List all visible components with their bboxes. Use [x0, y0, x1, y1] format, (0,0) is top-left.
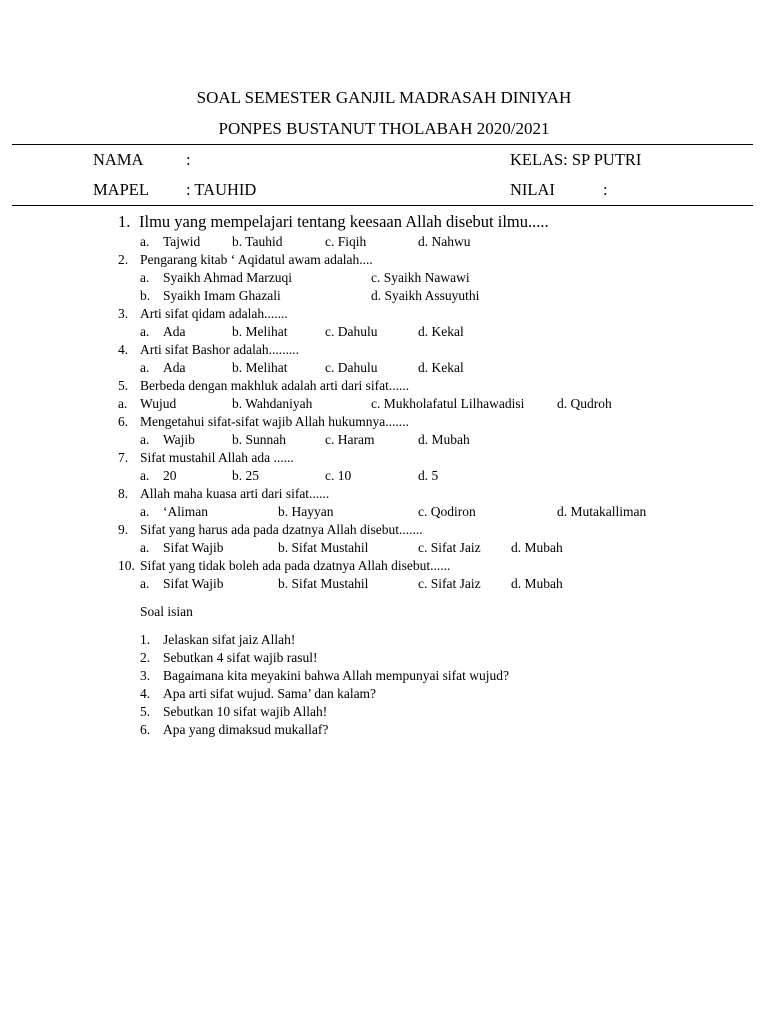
question-text: Sifat yang harus ada pada dzatnya Allah disebut....... [140, 522, 423, 537]
option-a: Ada [163, 360, 186, 375]
option-c: c. Mukholafatul Lilhawadisi [371, 396, 525, 411]
option-c: c. 10 [325, 468, 352, 483]
option-letter: a. [140, 576, 150, 591]
option-a: Wajib [163, 432, 195, 447]
question-number: 3. [118, 306, 129, 321]
question-text: Arti sifat qidam adalah....... [140, 306, 288, 321]
option-letter: a. [118, 396, 128, 411]
option-letter: b. [140, 288, 151, 303]
option-c: c. Sifat Jaiz [418, 576, 481, 591]
question-text: Arti sifat Bashor adalah......... [140, 342, 299, 357]
isian-question: Sebutkan 10 sifat wajib Allah! [163, 704, 328, 719]
option-c: c. Dahulu [325, 324, 378, 339]
isian-question: Apa arti sifat wujud. Sama’ dan kalam? [163, 686, 377, 701]
option-c: c. Fiqih [325, 234, 367, 249]
option-a: Sifat Wajib [163, 576, 224, 591]
header-divider-bottom [12, 205, 753, 206]
option-letter: a. [140, 432, 150, 447]
option-letter: a. [140, 270, 150, 285]
option-c: c. Sifat Jaiz [418, 540, 481, 555]
option-d: d. Nahwu [418, 234, 471, 249]
isian-number: 5. [140, 704, 151, 719]
nama-colon: : [186, 150, 191, 169]
isian-question: Apa yang dimaksud mukallaf? [163, 722, 329, 737]
option-b: b. 25 [232, 468, 259, 483]
question-number: 4. [118, 342, 129, 357]
option-letter: a. [140, 468, 150, 483]
isian-question: Sebutkan 4 sifat wajib rasul! [163, 650, 318, 665]
isian-number: 6. [140, 722, 151, 737]
option-letter: a. [140, 234, 150, 249]
header-divider-top [12, 144, 753, 145]
option-b: b. Tauhid [232, 234, 283, 249]
option-b: b. Hayyan [278, 504, 334, 519]
option-b: Syaikh Imam Ghazali [163, 288, 281, 303]
option-d: d. Kekal [418, 360, 464, 375]
question-number: 5. [118, 378, 129, 393]
question-number: 8. [118, 486, 129, 501]
isian-question: Bagaimana kita meyakini bahwa Allah mempunyai sifat wujud? [163, 668, 510, 683]
question-text: Sifat yang tidak boleh ada pada dzatnya Allah disebut...... [140, 558, 451, 573]
option-b: b. Sifat Mustahil [278, 540, 369, 555]
page-subtitle: PONPES BUSTANUT THOLABAH 2020/2021 [218, 119, 550, 138]
question-number: 6. [118, 414, 129, 429]
option-d: d. Qudroh [557, 396, 612, 411]
nilai-colon: : [603, 180, 608, 199]
option-b: b. Melihat [232, 360, 288, 375]
option-a: Sifat Wajib [163, 540, 224, 555]
option-d: d. Mubah [418, 432, 470, 447]
question-number: 9. [118, 522, 129, 537]
option-b: b. Wahdaniyah [232, 396, 313, 411]
option-b: b. Sunnah [232, 432, 286, 447]
isian-number: 1. [140, 632, 151, 647]
option-a: ‘Aliman [163, 504, 208, 519]
question-text: Mengetahui sifat-sifat wajib Allah hukumnya....... [140, 414, 409, 429]
option-a: Ada [163, 324, 186, 339]
nama-label: NAMA [93, 150, 144, 169]
question-number: 7. [118, 450, 129, 465]
option-b: b. Sifat Mustahil [278, 576, 369, 591]
isian-question: Jelaskan sifat jaiz Allah! [163, 632, 296, 647]
isian-number: 2. [140, 650, 151, 665]
mapel-label: MAPEL [93, 180, 149, 199]
option-d: d. Kekal [418, 324, 464, 339]
question-text: Ilmu yang mempelajari tentang keesaan Allah disebut ilmu..... [139, 212, 549, 231]
section-title-isian: Soal isian [140, 604, 193, 619]
question-number: 10. [118, 558, 135, 573]
isian-number: 4. [140, 686, 151, 701]
option-letter: a. [140, 324, 150, 339]
nilai-label: NILAI [510, 180, 555, 199]
option-a: 20 [163, 468, 177, 483]
option-d: d. Mubah [511, 540, 563, 555]
option-c: c. Syaikh Nawawi [371, 270, 470, 285]
option-d: d. 5 [418, 468, 439, 483]
option-letter: a. [140, 540, 150, 555]
option-a: Wujud [140, 396, 177, 411]
option-d: d. Mubah [511, 576, 563, 591]
mapel-value: : TAUHID [186, 180, 257, 199]
question-text: Sifat mustahil Allah ada ...... [140, 450, 294, 465]
option-d: d. Mutakalliman [557, 504, 647, 519]
question-number: 1. [118, 212, 131, 231]
option-a: Tajwid [163, 234, 201, 249]
option-b: b. Melihat [232, 324, 288, 339]
question-number: 2. [118, 252, 129, 267]
option-a: Syaikh Ahmad Marzuqi [163, 270, 292, 285]
option-c: c. Qodiron [418, 504, 476, 519]
option-d: d. Syaikh Assuyuthi [371, 288, 480, 303]
question-text: Allah maha kuasa arti dari sifat...... [140, 486, 330, 501]
page-title: SOAL SEMESTER GANJIL MADRASAH DINIYAH [196, 88, 572, 107]
question-text: Berbeda dengan makhluk adalah arti dari sifat...... [140, 378, 410, 393]
kelas-field: KELAS: SP PUTRI [510, 150, 642, 169]
option-letter: a. [140, 504, 150, 519]
option-letter: a. [140, 360, 150, 375]
option-c: c. Haram [325, 432, 375, 447]
option-c: c. Dahulu [325, 360, 378, 375]
question-text: Pengarang kitab ‘ Aqidatul awam adalah.... [140, 252, 373, 267]
isian-number: 3. [140, 668, 151, 683]
